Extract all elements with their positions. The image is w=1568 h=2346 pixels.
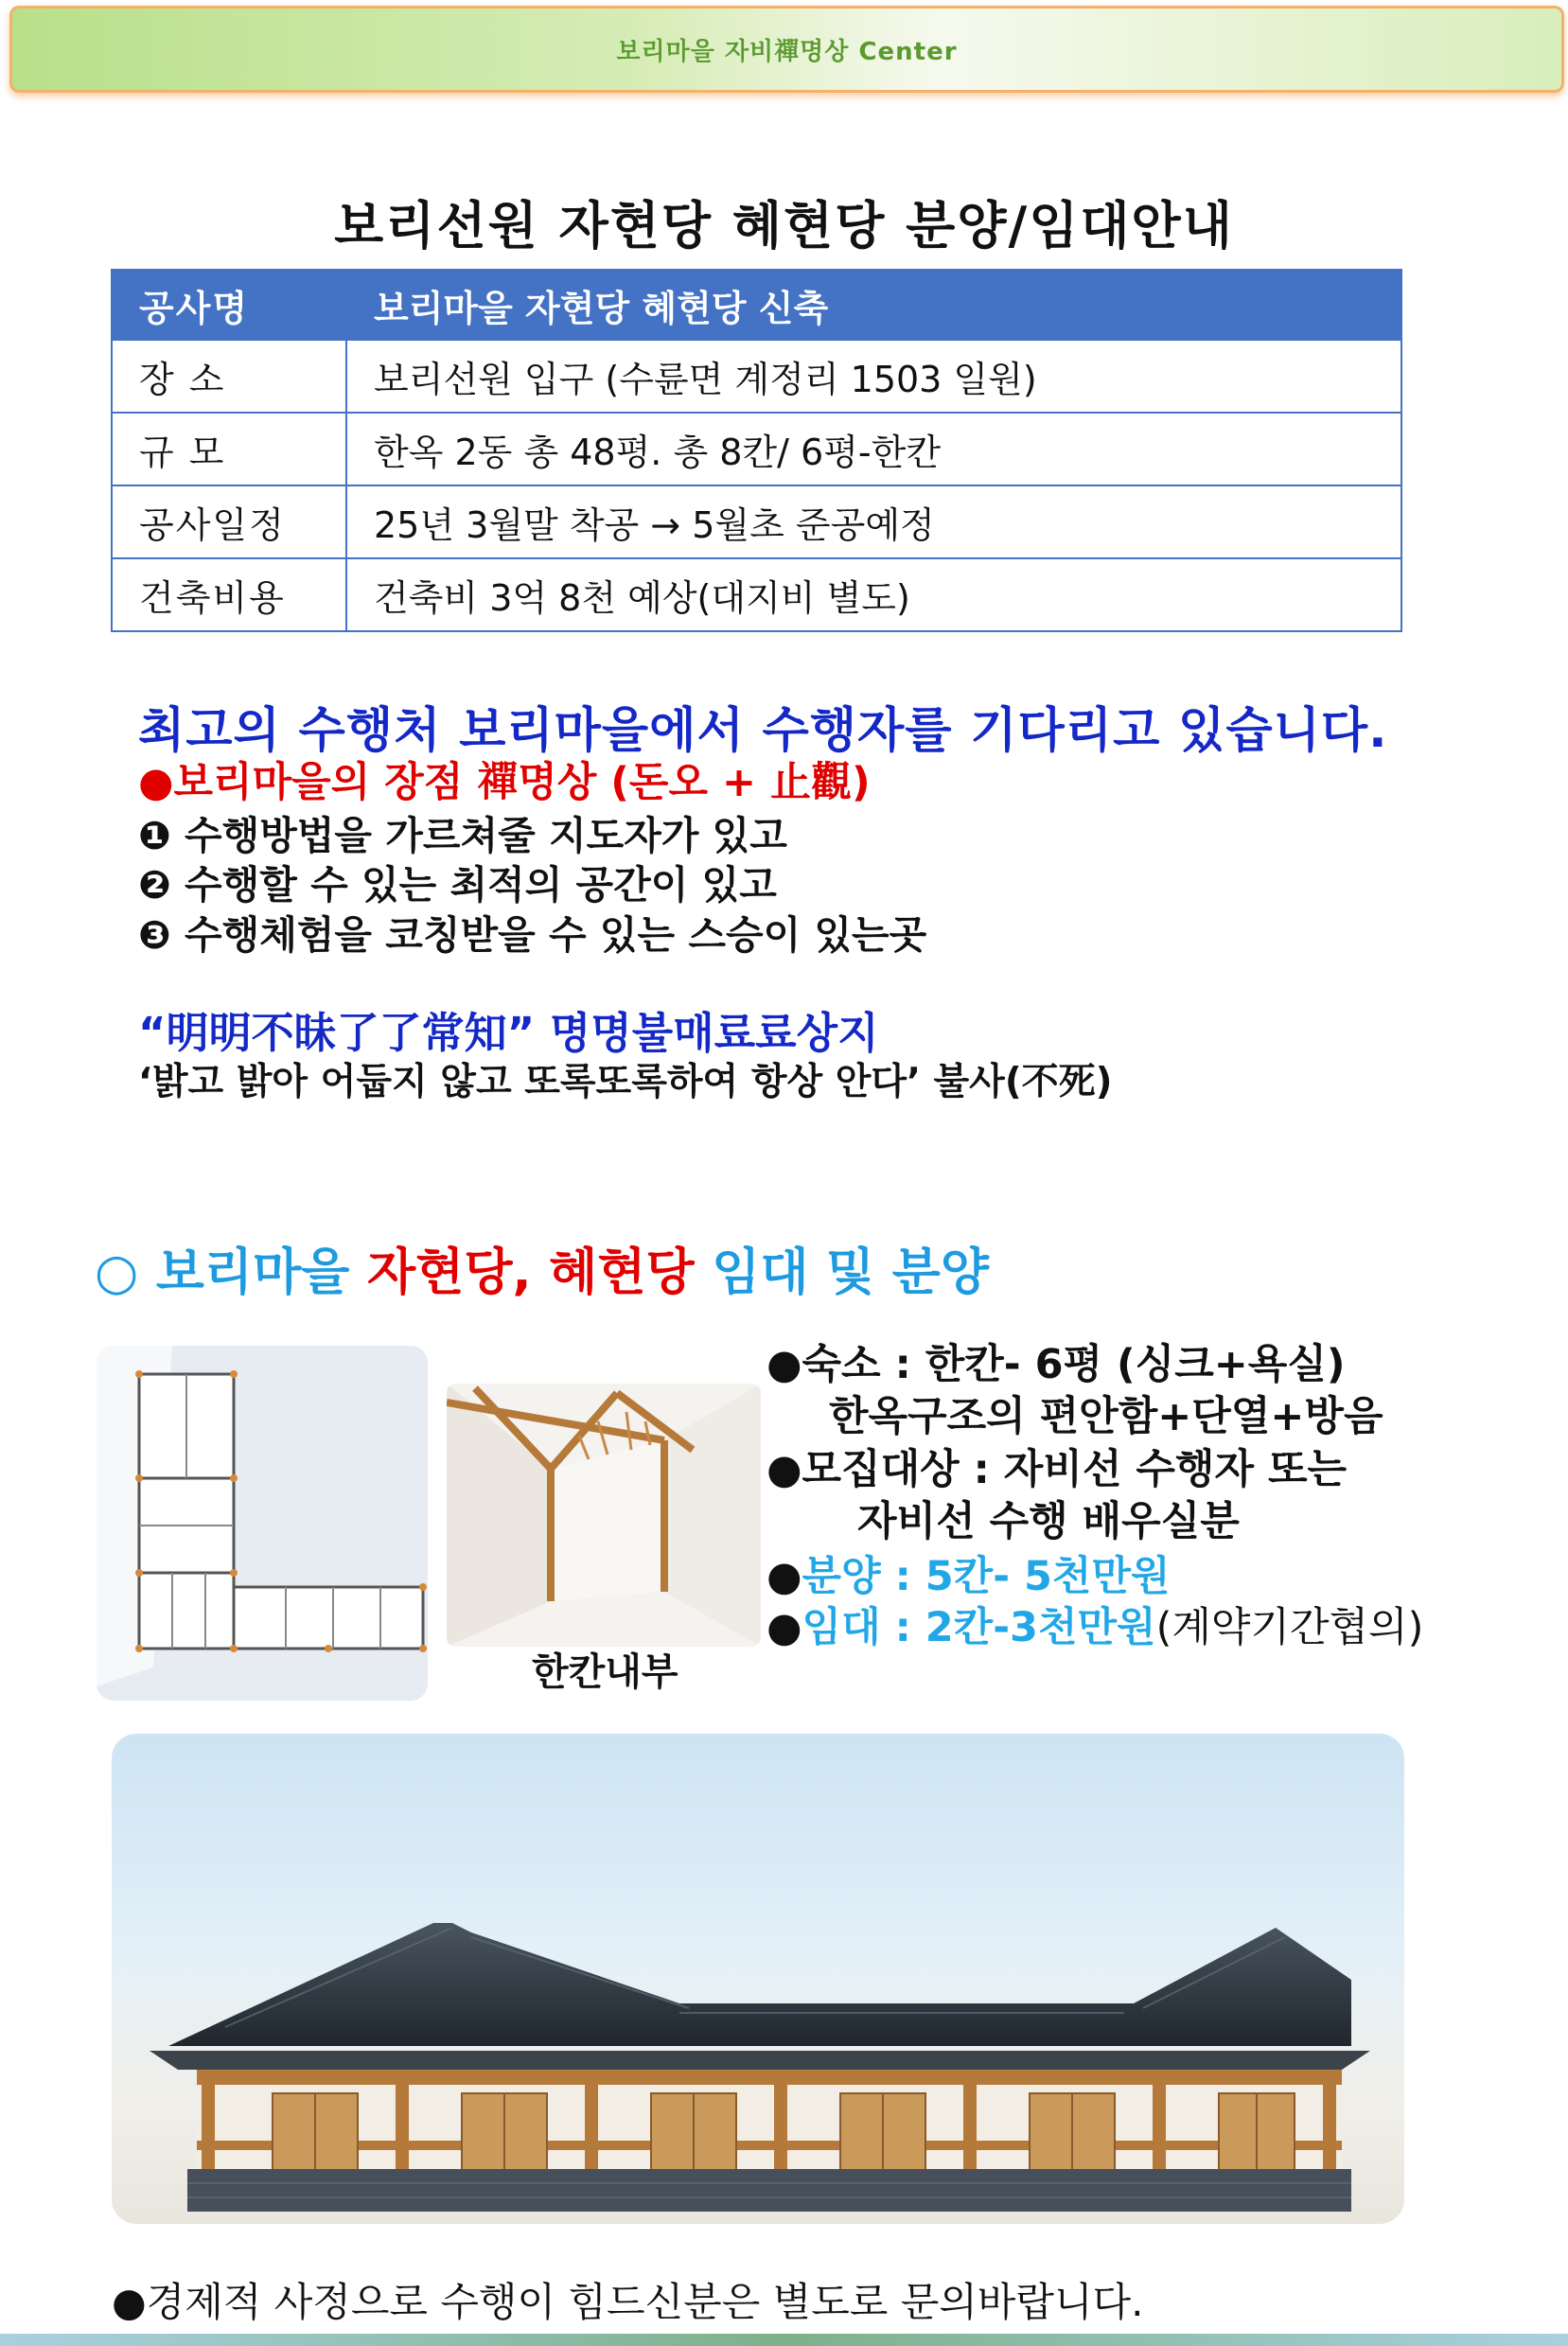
sale-price: 분양 : 5칸- 5천만원 [802, 1553, 1171, 1600]
row-value-location: 보리선원 입구 (수륜면 계정리 1503 일원) [346, 340, 1401, 413]
bullet-icon: ● [766, 1553, 802, 1600]
table-row [112, 485, 1401, 558]
target-info: ●모집대상 : 자비선 수행자 또는 [766, 1446, 1348, 1493]
merit-point-1: ❶ 수행방법을 가르쳐줄 지도자가 있고 [138, 813, 787, 858]
quote: “明明不昧了了常知” 명명불매료료상지 [138, 1008, 879, 1058]
lodging-info: ●숙소 : 한칸- 6평 (싱크+욕실) [766, 1341, 1346, 1388]
page-title: 보리선원 자현당 혜현당 분양/임대안내 [334, 196, 1234, 256]
lead-statement: 최고의 수행처 보리마을에서 수행자를 기다리고 있습니다. [138, 703, 1388, 759]
bullet-icon: ● [766, 1604, 802, 1651]
lease-note: (계약기간협의) [1155, 1604, 1424, 1651]
floor-plan-image [97, 1346, 428, 1701]
lodging-features: 한옥구조의 편안함+단열+방음 [829, 1393, 1383, 1440]
floor-plan-drawing [97, 1346, 428, 1701]
room-interior-drawing [447, 1384, 761, 1647]
room-interior-caption: 한칸내부 [532, 1650, 678, 1694]
target-info-sub: 자비선 수행 배우실분 [857, 1498, 1240, 1545]
section-heading-part3: 임대 및 분양 [694, 1244, 990, 1301]
row-key-schedule: 공사일정 [112, 485, 346, 558]
table-header-value: 보리마을 자현당 혜현당 신축 [346, 270, 1401, 340]
row-value-cost: 건축비 3억 8천 예상(대지비 별도) [346, 558, 1401, 631]
lease-price: 임대 : 2칸-3천만원 [802, 1604, 1156, 1651]
table-row [112, 340, 1401, 413]
table-header-row [112, 270, 1401, 340]
row-key-location: 장 소 [112, 340, 346, 413]
project-info-table [111, 269, 1402, 632]
circle-icon: ○ [95, 1244, 139, 1301]
bottom-decoration-bar [0, 2334, 1568, 2346]
section-heading [95, 1232, 989, 1304]
quote-meaning: ‘밝고 밝아 어둡지 않고 또록또록하여 항상 안다’ 불사(不死) [138, 1061, 1113, 1103]
sale-info [766, 1544, 1171, 1602]
merit-point-2: ❷ 수행할 수 있는 최적의 공간이 있고 [138, 862, 777, 908]
merits-title: ●보리마을의 장점 禪명상 (돈오 + 止觀) [138, 759, 871, 806]
row-key-scale: 규 모 [112, 413, 346, 485]
row-value-scale: 한옥 2동 총 48평. 총 8칸/ 6평-한칸 [346, 413, 1401, 485]
header-banner [9, 6, 1564, 93]
hanok-house-drawing [112, 1734, 1404, 2224]
center-name: 보리마을 자비禪명상 Center [616, 37, 958, 66]
room-interior-image [447, 1384, 761, 1647]
row-value-schedule: 25년 3월말 착공 → 5월초 준공예정 [346, 485, 1401, 558]
section-heading-part1: 보리마을 [155, 1244, 367, 1301]
lease-info [766, 1596, 1423, 1653]
table-row [112, 413, 1401, 485]
table-header-key: 공사명 [112, 270, 346, 340]
row-key-cost: 건축비용 [112, 558, 346, 631]
section-heading-houses: 자현당, 혜현당 [366, 1244, 695, 1301]
footer-note: ●경제적 사정으로 수행이 힘드신분은 별도로 문의바랍니다. [112, 2279, 1144, 2325]
merit-point-3: ❸ 수행체험을 코칭받을 수 있는 스승이 있는곳 [138, 912, 927, 958]
hanok-house-image [112, 1734, 1404, 2224]
table-row [112, 558, 1401, 631]
